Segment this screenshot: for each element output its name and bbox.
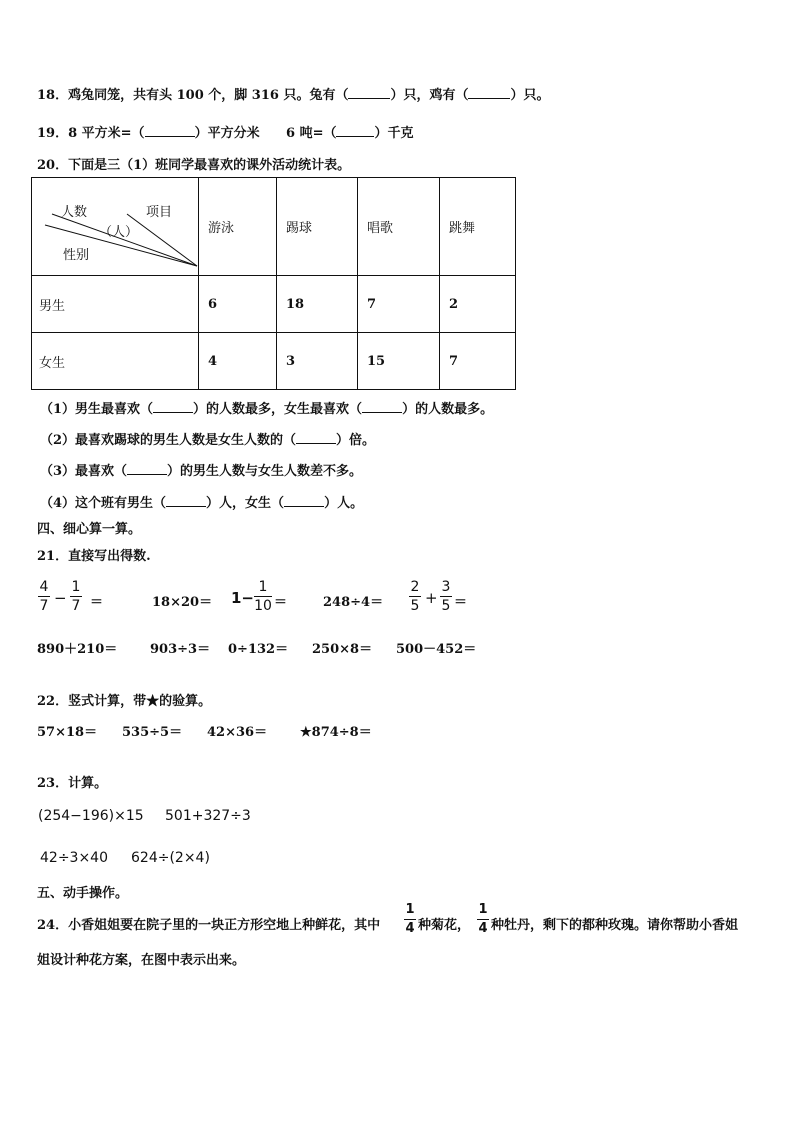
question-23-title: 23．计算。	[37, 776, 108, 791]
expression: 903÷3＝	[150, 642, 211, 657]
column-header: 游泳	[199, 178, 277, 276]
column-header: 踢球	[277, 178, 358, 276]
row-label: 女生	[32, 333, 199, 390]
question-22-title: 22．竖式计算，带★的验算。	[37, 694, 212, 709]
question-24-text-line2: 姐设计种花方案，在图中表示出来。	[37, 953, 246, 968]
question-24-text-a: 24．小香姐姐要在院子里的一块正方形空地上种鲜花，其中	[37, 918, 381, 933]
expression: 0÷132＝	[228, 642, 289, 657]
table-cell: 6	[199, 276, 277, 333]
answer-blank[interactable]	[145, 124, 195, 137]
expression: 18×20＝	[152, 595, 213, 610]
table-cell: 3	[277, 333, 358, 390]
row-label: 男生	[32, 276, 199, 333]
column-header: 跳舞	[440, 178, 516, 276]
answer-blank[interactable]	[296, 431, 336, 444]
column-header: 唱歌	[358, 178, 440, 276]
fraction: 3 5	[441, 579, 451, 614]
q20-sub4: （4）这个班有男生（ ）人，女生（ ）人。	[40, 496, 364, 511]
expression: 250×8＝	[312, 642, 373, 657]
question-19-part2: 6 吨=（ ）千克	[286, 126, 414, 141]
expression: 500－452＝	[396, 642, 477, 657]
question-24-text-c: 种牡丹，剩下的都种玫瑰。请你帮助小香姐	[491, 918, 739, 933]
expression: 42×36＝	[207, 725, 268, 740]
minus-sign: −	[54, 589, 67, 607]
section-5-heading: 五、动手操作。	[37, 886, 129, 901]
header-item: 项目	[146, 205, 173, 220]
plus-sign: +	[425, 589, 438, 607]
equals-sign: ＝	[274, 595, 288, 610]
expression: 890＋210＝	[37, 642, 118, 657]
question-21-title: 21．直接写出得数.	[37, 549, 151, 564]
q20-sub2: （2）最喜欢踢球的男生人数是女生人数的（ ）倍。	[40, 433, 376, 448]
fraction: 2 5	[410, 579, 420, 614]
answer-blank[interactable]	[127, 462, 167, 475]
answer-blank[interactable]	[166, 494, 206, 507]
expression: 535÷5＝	[122, 725, 183, 740]
answer-blank[interactable]	[468, 86, 510, 99]
question-20-title: 20．下面是三（1）班同学最喜欢的课外活动统计表。	[37, 158, 351, 173]
question-24-text-b: 种菊花，	[418, 918, 471, 933]
answer-blank[interactable]	[284, 494, 324, 507]
expression: 624÷(2×4)	[131, 850, 210, 866]
question-18: 18．鸡兔同笼，共有头 100 个，脚 316 只。兔有（ ）只，鸡有（ ）只。	[37, 88, 550, 103]
q20-sub1: （1）男生最喜欢（ ）的人数最多，女生最喜欢（ ）的人数最多。	[40, 402, 494, 417]
fraction: 1 10	[254, 579, 272, 614]
fraction: 1 4	[405, 902, 415, 936]
fraction: 1 7	[71, 579, 81, 614]
table-cell: 2	[440, 276, 516, 333]
diagonal-header-cell	[32, 178, 199, 276]
expression: ★874÷8＝	[300, 725, 372, 740]
answer-blank[interactable]	[336, 124, 374, 137]
table-cell: 7	[440, 333, 516, 390]
header-gender: 性别	[63, 248, 90, 263]
table-cell: 15	[358, 333, 440, 390]
header-people: 人数	[61, 205, 88, 220]
activity-stat-table	[31, 177, 516, 390]
expression: 42÷3×40	[40, 850, 108, 866]
section-4-heading: 四、细心算一算。	[37, 522, 142, 537]
fraction: 1 4	[478, 902, 488, 936]
answer-blank[interactable]	[153, 400, 193, 413]
q18-text: 18．鸡兔同笼，共有头 100 个，脚 316 只。兔有（	[37, 88, 349, 103]
expression: 57×18＝	[37, 725, 98, 740]
q20-sub3: （3）最喜欢（ ）的男生人数与女生人数差不多。	[40, 464, 363, 479]
answer-blank[interactable]	[362, 400, 402, 413]
expression: (254−196)×15	[38, 808, 144, 824]
table-cell: 4	[199, 333, 277, 390]
table-row	[32, 276, 516, 333]
header-unit: （人）	[99, 225, 139, 240]
expression: 248÷4＝	[323, 595, 384, 610]
expression-lead: 1−	[231, 589, 255, 607]
equals-sign: ＝	[90, 595, 104, 610]
table-cell: 18	[277, 276, 358, 333]
answer-blank[interactable]	[348, 86, 390, 99]
table-row	[32, 333, 516, 390]
fraction: 4 7	[39, 579, 49, 614]
expression: 501+327÷3	[165, 808, 251, 824]
question-19: 19．8 平方米=（ ）平方分米	[37, 126, 260, 141]
equals-sign: ＝	[454, 595, 468, 610]
table-cell: 7	[358, 276, 440, 333]
